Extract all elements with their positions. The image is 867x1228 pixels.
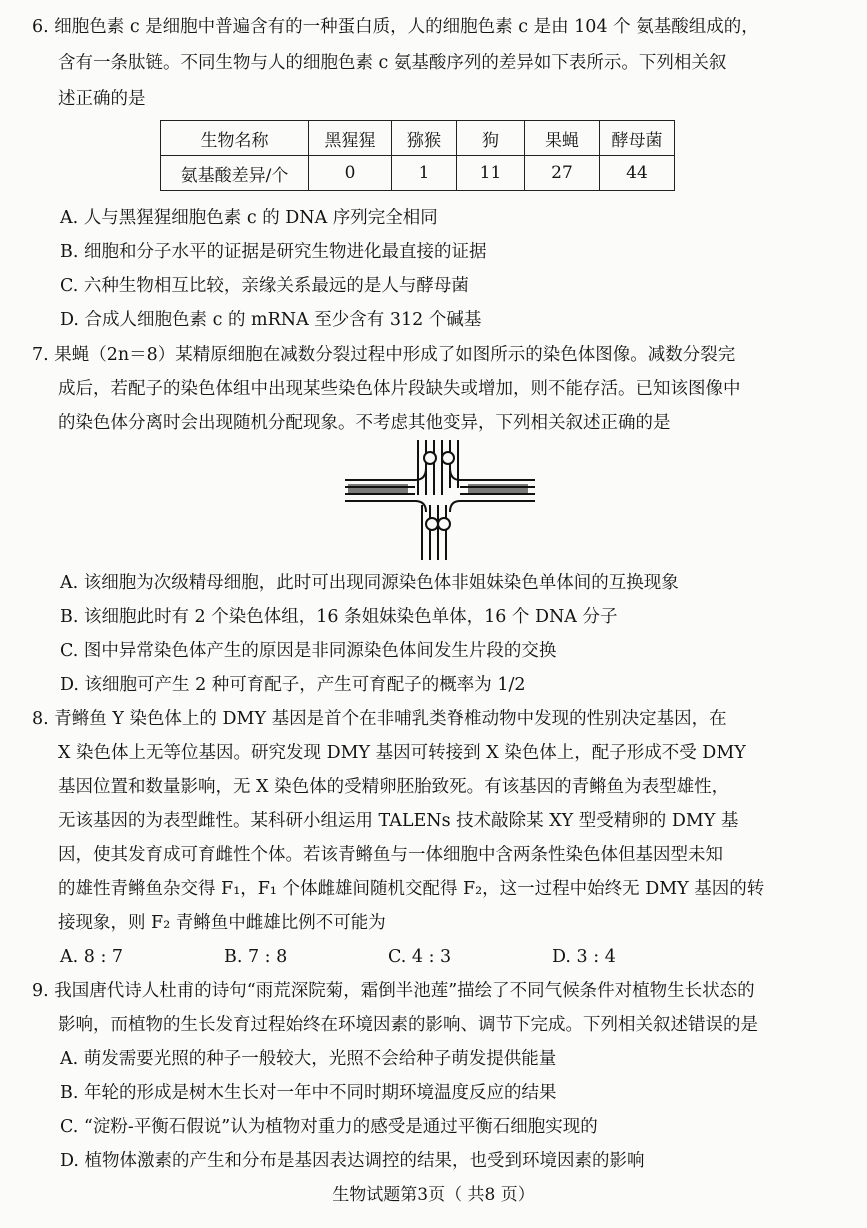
chromosome-figure <box>340 440 540 560</box>
table-cell: 黑猩猩 <box>309 121 392 156</box>
q8-stem-line-1: 8. 青鳉鱼 Y 染色体上的 DMY 基因是首个在非哺乳类脊椎动物中发现的性别决定基因，在 <box>32 709 727 729</box>
q9-option-c: C. “淀粉-平衡石假说”认为植物对重力的感受是通过平衡石细胞实现的 <box>60 1117 598 1137</box>
table-cell: 1 <box>392 156 457 191</box>
chromosome-vertical-bottom <box>422 505 446 560</box>
q9-stem-line-1: 9. 我国唐代诗人杜甫的诗句“雨荒深院菊，霜倒半池莲”描绘了不同气候条件对植物生长状态的 <box>32 981 755 1001</box>
left-arm-shading <box>348 484 408 494</box>
q7-option-b: B. 该细胞此时有 2 个染色体组，16 条姐妹染色单体，16 个 DNA 分子 <box>60 607 618 627</box>
q8-option-d: D. 3 : 4 <box>552 947 616 967</box>
q8-option-b: B. 7 : 8 <box>224 947 288 967</box>
q7-stem-line-3: 的染色体分离时会出现随机分配现象。不考虑其他变异，下列相关叙述正确的是 <box>58 413 671 433</box>
q6-stem-line-2: 含有一条肽链。不同生物与人的细胞色素 c 氨基酸序列的差异如下表所示。下列相关叙 <box>58 53 727 73</box>
q6-option-b: B. 细胞和分子水平的证据是研究生物进化最直接的证据 <box>60 242 487 262</box>
table-cell: 酵母菌 <box>600 121 675 156</box>
centromere-4 <box>438 518 450 530</box>
table-cell: 27 <box>525 156 600 191</box>
q9-stem-line-2: 影响，而植物的生长发育过程始终在环境因素的影响、调节下完成。下列相关叙述错误的是 <box>58 1015 758 1035</box>
q9-option-a: A. 萌发需要光照的种子一般较大，光照不会给种子萌发提供能量 <box>60 1049 557 1069</box>
q8-stem-line-5: 因，使其发育成可育雌性个体。若该青鳉鱼与一体细胞中含两条性染色体但基因型未知 <box>58 845 723 865</box>
q8-option-a: A. 8 : 7 <box>60 947 124 967</box>
right-arm-shading <box>468 484 528 494</box>
q8-options <box>60 944 716 970</box>
centromere-2 <box>442 452 454 464</box>
q6-option-d: D. 合成人细胞色素 c 的 mRNA 至少含有 312 个碱基 <box>60 310 482 330</box>
q8-stem-line-7: 接现象，则 F₂ 青鳉鱼中雌雄比例不可能为 <box>58 913 386 933</box>
q7-option-a: A. 该细胞为次级精母细胞，此时可出现同源染色体非姐妹染色单体间的互换现象 <box>60 573 679 593</box>
table-cell: 狗 <box>457 121 525 156</box>
q7-stem-line-1: 7. 果蝇（2n＝8）某精原细胞在减数分裂过程中形成了如图所示的染色体图像。减数分裂完 <box>32 345 736 365</box>
table-cell: 44 <box>600 156 675 191</box>
q6-option-a: A. 人与黑猩猩细胞色素 c 的 DNA 序列完全相同 <box>60 208 438 228</box>
amino-acid-table <box>160 120 675 191</box>
q6-option-c: C. 六种生物相互比较，亲缘关系最远的是人与酵母菌 <box>60 276 469 296</box>
table-cell: 11 <box>457 156 525 191</box>
table-data-row <box>161 156 675 191</box>
table-cell: 果蝇 <box>525 121 600 156</box>
chromosome-vertical-top <box>418 440 458 495</box>
table-header-row <box>161 121 675 156</box>
q7-stem-line-2: 成后，若配子的染色体组中出现某些染色体片段缺失或增加，则不能存活。已知该图像中 <box>58 379 741 399</box>
q7-option-c: C. 图中异常染色体产生的原因是非同源染色体间发生片段的交换 <box>60 641 557 661</box>
q6-stem-line-1: 6. 细胞色素 c 是细胞中普遍含有的一种蛋白质，人的细胞色素 c 是由 104 个 氨基酸组成的， <box>32 17 759 37</box>
table-cell: 生物名称 <box>161 121 309 156</box>
page-footer: 生物试题第3页（ 共8 页） <box>332 1185 535 1205</box>
q7-option-d: D. 该细胞可产生 2 种可育配子，产生可育配子的概率为 1/2 <box>60 675 526 695</box>
q8-stem-line-6: 的雄性青鳉鱼杂交得 F₁，F₁ 个体雌雄间随机交配得 F₂，这一过程中始终无 DMY 基因的转 <box>58 879 765 899</box>
q8-stem-line-4: 无该基因的为表型雌性。某科研小组运用 TALENs 技术敲除某 XY 型受精卵的 DMY 基 <box>58 811 739 831</box>
q8-stem-line-2: X 染色体上无等位基因。研究发现 DMY 基因可转接到 X 染色体上，配子形成不受 DMY <box>58 743 746 763</box>
table-cell: 猕猴 <box>392 121 457 156</box>
table-cell: 0 <box>309 156 392 191</box>
q6-stem-line-3: 述正确的是 <box>58 89 146 109</box>
q8-stem-line-3: 基因位置和数量影响，无 X 染色体的受精卵胚胎致死。有该基因的青鳉鱼为表型雄性， <box>58 777 730 797</box>
centromere-1 <box>424 452 436 464</box>
table-cell: 氨基酸差异/个 <box>161 156 309 191</box>
q8-option-c: C. 4 : 3 <box>388 947 452 967</box>
q9-option-b: B. 年轮的形成是树木生长对一年中不同时期环境温度反应的结果 <box>60 1083 557 1103</box>
q9-option-d: D. 植物体激素的产生和分布是基因表达调控的结果，也受到环境因素的影响 <box>60 1151 645 1171</box>
centromere-3 <box>426 518 438 530</box>
